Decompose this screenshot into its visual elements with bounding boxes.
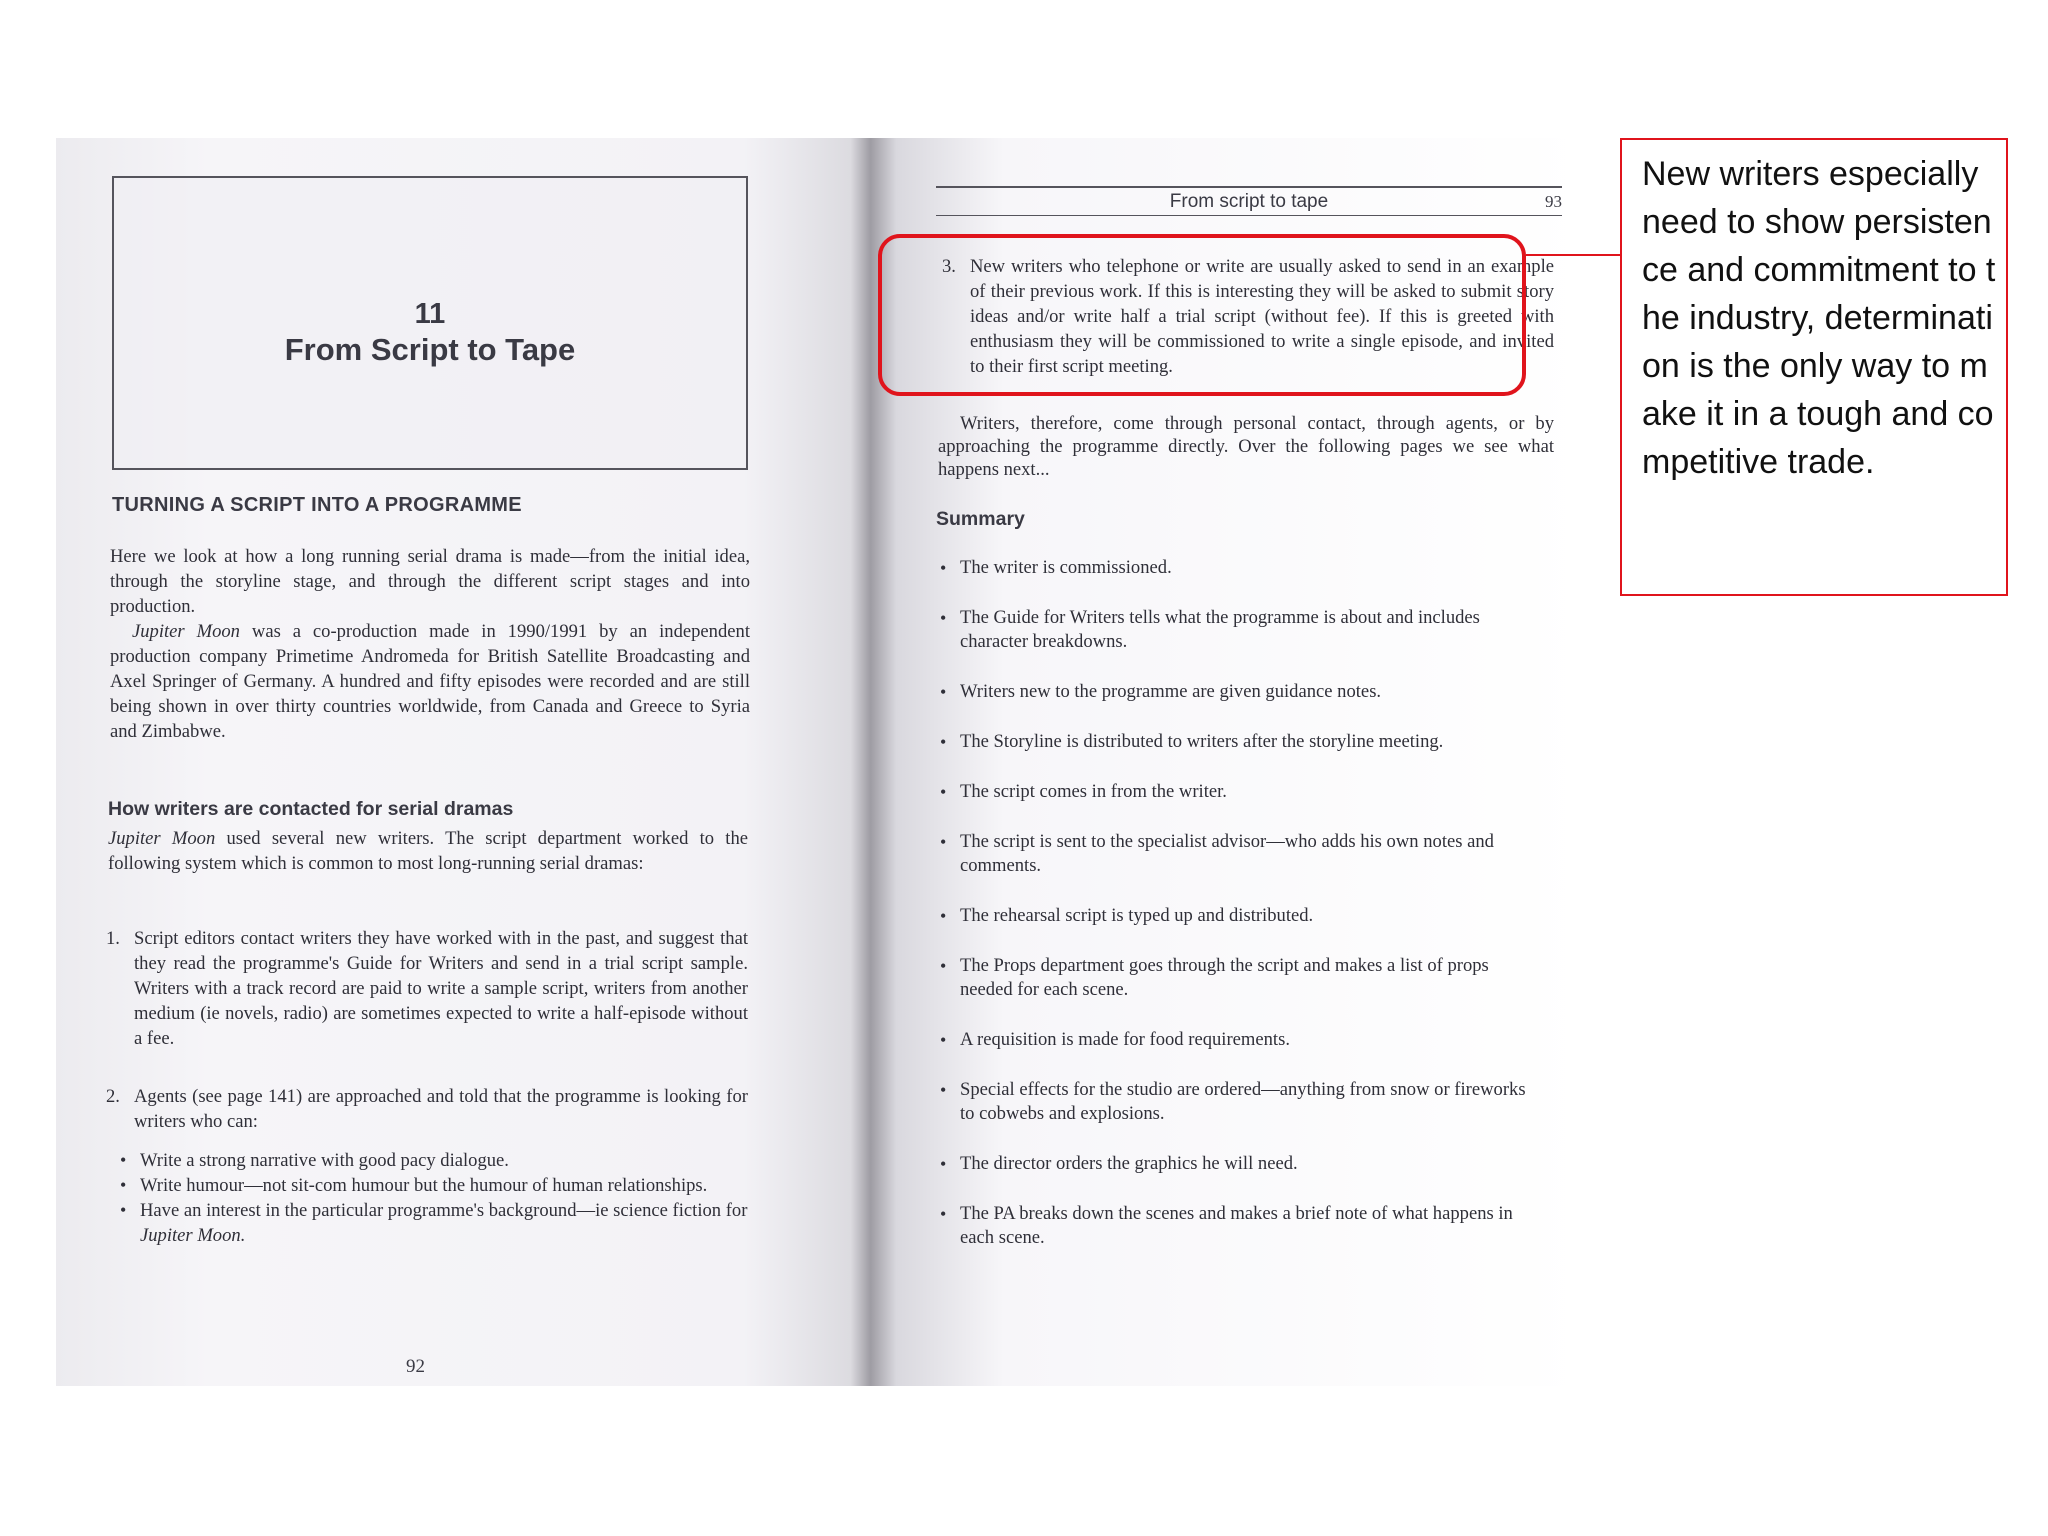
numbered-item-1	[106, 926, 748, 1056]
item-2-bullet-list	[118, 1148, 748, 1248]
jupiter-moon-paragraph-text: was a co-production made in 1990/1991 by an independent production company Primetime Andromeda for British Satellite Broadcasting and Axel Springer of Germany. A hundred and fifty episodes were recorded and are still being shown in over thirty countries worldwide, from Canada and Greece to Syria and Zimbabwe.	[110, 621, 750, 742]
summary-item: • The rehearsal script is typed up and distributed.	[936, 904, 1542, 928]
summary-item: • The script is sent to the specialist advisor—who adds his own notes and comments.	[936, 830, 1542, 878]
summary-item: • Special effects for the studio are ordered—anything from snow or fireworks to cobwebs and explosions.	[936, 1078, 1542, 1126]
show-title-italic: Jupiter Moon	[132, 621, 240, 642]
bullet-item: • Write a strong narrative with good pacy dialogue.	[118, 1148, 748, 1173]
summary-item: • The Storyline is distributed to writers after the storyline meeting.	[936, 730, 1542, 754]
connector-line	[1526, 254, 1622, 256]
running-head-title: From script to tape	[1169, 191, 1329, 212]
item-number: 1.	[106, 928, 120, 949]
jupiter-moon-paragraph	[110, 619, 750, 744]
summary-item: • The writer is commissioned.	[936, 556, 1542, 580]
item-text: Script editors contact writers they have worked with in the past, and suggest that they read the programme's Guide for Writers and send in a trial script sample. Writers with a track record are paid to write a sample script, writers from another medium (ie novels, radio) are sometimes expected to write a half-episode without a fee.	[134, 928, 748, 1049]
summary-item: • The Guide for Writers tells what the programme is about and includes character breakdowns.	[936, 606, 1542, 654]
bullet-item	[118, 1198, 748, 1248]
summary-list	[936, 556, 1542, 1276]
bullet-text: Have an interest in the particular programme's background—ie science fiction for	[140, 1200, 748, 1221]
chapter-title: From Script to Tape	[284, 332, 576, 367]
highlight-outline	[878, 234, 1526, 396]
summary-item: • The Props department goes through the script and makes a list of props needed for each scene.	[936, 954, 1542, 1002]
subheading-writers-contacted: How writers are contacted for serial dramas	[108, 798, 514, 820]
subheading-paragraph-text: used several new writers. The script department worked to the following system which is common to most long-running serial dramas:	[108, 828, 748, 874]
subheading-paragraph	[108, 826, 748, 876]
summary-item: • The director orders the graphics he will need.	[936, 1152, 1542, 1176]
page-number-right: 93	[1545, 192, 1562, 211]
item-number: 3.	[942, 256, 956, 277]
intro-paragraph: Here we look at how a long running serial drama is made—from the initial idea, through the storyline stage, and through the different script stages and into production.	[110, 546, 750, 617]
section-heading: TURNING A SCRIPT INTO A PROGRAMME	[112, 494, 522, 516]
summary-item: • The PA breaks down the scenes and makes a brief note of what happens in each scene.	[936, 1202, 1542, 1250]
running-head	[936, 186, 1562, 216]
summary-item: • The script comes in from the writer.	[936, 780, 1542, 804]
summary-heading: Summary	[936, 508, 1025, 530]
bullet-item: • Write humour—not sit-com humour but the humour of human relationships.	[118, 1173, 748, 1198]
show-title-italic: Jupiter Moon.	[140, 1225, 246, 1246]
show-title-italic: Jupiter Moon	[108, 828, 216, 849]
item-number: 2.	[106, 1086, 120, 1107]
left-page	[56, 138, 826, 1386]
writers-therefore-paragraph: Writers, therefore, come through personal contact, through agents, or by approaching the programme directly. Over the following pages we see what happens next...	[938, 413, 1554, 480]
item-text: New writers who telephone or write are usually asked to send in an example of their previous work. If this is interesting they will be asked to submit story ideas and/or write half a trial script (without fee). If this is greeted with enthusiasm they will be commissioned to write a single episode, and invited to their first script meeting.	[970, 256, 1554, 377]
callout-text: New writers especially need to show persistence and commitment to the industry, determination is the only way to make it in a tough and competitive trade.	[1642, 155, 1996, 481]
numbered-item-2	[106, 1084, 748, 1140]
summary-item: • Writers new to the programme are given guidance notes.	[936, 680, 1542, 704]
page-number-left: 92	[406, 1356, 425, 1377]
chapter-title-box	[112, 176, 748, 470]
chapter-number: 11	[414, 298, 446, 330]
item-text: Agents (see page 141) are approached and told that the programme is looking for writers who can:	[134, 1086, 748, 1132]
summary-item: • A requisition is made for food requirements.	[936, 1028, 1542, 1052]
